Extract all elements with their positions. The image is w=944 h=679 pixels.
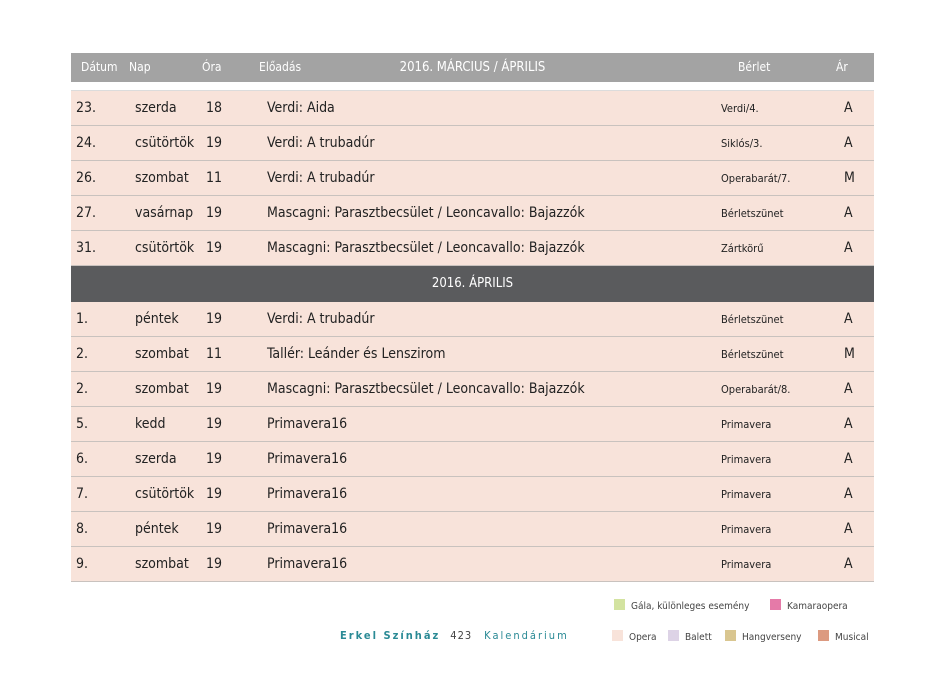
cell-day: szerda bbox=[135, 100, 177, 116]
cell-hour: 19 bbox=[206, 556, 223, 572]
legend-chamber-opera-label: Kamaraopera bbox=[787, 601, 848, 612]
table-row bbox=[71, 302, 874, 337]
legend-musical-label: Musical bbox=[835, 632, 869, 643]
header-gap bbox=[71, 82, 874, 91]
cell-date: 6. bbox=[76, 451, 89, 467]
cell-show: Primavera16 bbox=[267, 486, 348, 502]
chamber-opera-swatch bbox=[770, 599, 781, 610]
cell-show: Verdi: A trubadúr bbox=[267, 311, 375, 327]
cell-hour: 11 bbox=[206, 170, 223, 186]
cell-ticket: Zártkörű bbox=[721, 242, 764, 255]
schedule-table bbox=[71, 53, 874, 582]
cell-ticket: Bérletszünet bbox=[721, 348, 784, 361]
legend-musical bbox=[818, 630, 869, 644]
cell-hour: 11 bbox=[206, 346, 223, 362]
gala-swatch bbox=[614, 599, 625, 610]
cell-show: Primavera16 bbox=[267, 556, 348, 572]
concert-swatch bbox=[725, 630, 736, 641]
cell-hour: 19 bbox=[206, 311, 223, 327]
cell-date: 1. bbox=[76, 311, 89, 327]
cell-date: 7. bbox=[76, 486, 89, 502]
cell-show: Primavera16 bbox=[267, 521, 348, 537]
table-row bbox=[71, 231, 874, 266]
cell-date: 2. bbox=[76, 381, 89, 397]
cell-day: szerda bbox=[135, 451, 177, 467]
section-heading-april: 2016. ÁPRILIS bbox=[71, 266, 874, 302]
legend-concert bbox=[725, 630, 802, 644]
opera-swatch bbox=[612, 630, 623, 641]
cell-price: A bbox=[844, 205, 853, 221]
cell-price: A bbox=[844, 451, 853, 467]
cell-ticket: Primavera bbox=[721, 523, 772, 536]
table-row bbox=[71, 372, 874, 407]
table-row bbox=[71, 477, 874, 512]
legend-ballet-label: Balett bbox=[685, 632, 712, 643]
cell-date: 9. bbox=[76, 556, 89, 572]
column-header-price: Ár bbox=[836, 60, 848, 74]
cell-hour: 19 bbox=[206, 205, 223, 221]
table-row bbox=[71, 196, 874, 231]
cell-ticket: Operabarát/8. bbox=[721, 383, 791, 396]
cell-day: csütörtök bbox=[135, 240, 195, 256]
table-row bbox=[71, 407, 874, 442]
cell-hour: 19 bbox=[206, 135, 223, 151]
cell-show: Verdi: Aida bbox=[267, 100, 335, 116]
table-row bbox=[71, 337, 874, 372]
cell-day: péntek bbox=[135, 311, 179, 327]
cell-price: A bbox=[844, 416, 853, 432]
column-header-ticket: Bérlet bbox=[738, 60, 771, 74]
cell-show: Mascagni: Parasztbecsület / Leoncavallo: Bajazzók bbox=[267, 205, 585, 221]
cell-date: 5. bbox=[76, 416, 89, 432]
cell-date: 23. bbox=[76, 100, 97, 116]
column-header-day: Nap bbox=[129, 60, 151, 74]
legend-opera bbox=[612, 630, 657, 644]
cell-ticket: Primavera bbox=[721, 488, 772, 501]
cell-ticket: Primavera bbox=[721, 558, 772, 571]
cell-ticket: Verdi/4. bbox=[721, 102, 759, 115]
cell-price: A bbox=[844, 311, 853, 327]
cell-hour: 19 bbox=[206, 451, 223, 467]
cell-day: kedd bbox=[135, 416, 166, 432]
table-row bbox=[71, 161, 874, 196]
cell-day: péntek bbox=[135, 521, 179, 537]
cell-hour: 19 bbox=[206, 416, 223, 432]
cell-show: Verdi: A trubadúr bbox=[267, 170, 375, 186]
cell-price: A bbox=[844, 521, 853, 537]
column-header-hour: Óra bbox=[202, 60, 222, 74]
cell-price: M bbox=[844, 346, 855, 362]
cell-hour: 18 bbox=[206, 100, 223, 116]
cell-show: Mascagni: Parasztbecsület / Leoncavallo: Bajazzók bbox=[267, 381, 585, 397]
cell-ticket: Primavera bbox=[721, 418, 772, 431]
cell-day: csütörtök bbox=[135, 135, 195, 151]
cell-date: 8. bbox=[76, 521, 89, 537]
cell-price: A bbox=[844, 240, 853, 256]
legend-concert-label: Hangverseny bbox=[742, 632, 802, 643]
cell-show: Mascagni: Parasztbecsület / Leoncavallo: Bajazzók bbox=[267, 240, 585, 256]
cell-price: A bbox=[844, 135, 853, 151]
cell-hour: 19 bbox=[206, 486, 223, 502]
column-header-date: Dátum bbox=[81, 60, 118, 74]
cell-day: szombat bbox=[135, 381, 189, 397]
cell-date: 27. bbox=[76, 205, 97, 221]
legend-opera-label: Opera bbox=[629, 632, 657, 643]
cell-show: Primavera16 bbox=[267, 451, 348, 467]
cell-ticket: Siklós/3. bbox=[721, 137, 763, 150]
cell-date: 31. bbox=[76, 240, 97, 256]
cell-show: Verdi: A trubadúr bbox=[267, 135, 375, 151]
table-row bbox=[71, 547, 874, 582]
footer-brand bbox=[340, 629, 569, 642]
cell-hour: 19 bbox=[206, 521, 223, 537]
cell-show: Primavera16 bbox=[267, 416, 348, 432]
theatre-name: Erkel Színház bbox=[340, 629, 441, 642]
cell-hour: 19 bbox=[206, 240, 223, 256]
cell-day: szombat bbox=[135, 170, 189, 186]
cell-day: csütörtök bbox=[135, 486, 195, 502]
legend-gala-label: Gála, különleges esemény bbox=[631, 601, 750, 612]
cell-price: A bbox=[844, 100, 853, 116]
legend-chamber-opera bbox=[770, 599, 848, 613]
cell-day: szombat bbox=[135, 556, 189, 572]
table-title: 2016. MÁRCIUS / ÁPRILIS bbox=[399, 60, 546, 75]
cell-date: 26. bbox=[76, 170, 97, 186]
cell-hour: 19 bbox=[206, 381, 223, 397]
cell-ticket: Operabarát/7. bbox=[721, 172, 791, 185]
cell-ticket: Primavera bbox=[721, 453, 772, 466]
cell-price: M bbox=[844, 170, 855, 186]
cell-date: 2. bbox=[76, 346, 89, 362]
cell-price: A bbox=[844, 556, 853, 572]
cell-price: A bbox=[844, 381, 853, 397]
page-number: 423 bbox=[450, 629, 473, 642]
legend-ballet bbox=[668, 630, 712, 644]
publication-name: Kalendárium bbox=[484, 629, 569, 642]
cell-show: Tallér: Leánder és Lenszirom bbox=[267, 346, 446, 362]
table-header bbox=[71, 53, 874, 82]
cell-date: 24. bbox=[76, 135, 97, 151]
cell-ticket: Bérletszünet bbox=[721, 207, 784, 220]
musical-swatch bbox=[818, 630, 829, 641]
table-row bbox=[71, 126, 874, 161]
cell-ticket: Bérletszünet bbox=[721, 313, 784, 326]
table-row bbox=[71, 91, 874, 126]
table-row bbox=[71, 512, 874, 547]
cell-day: vasárnap bbox=[135, 205, 194, 221]
cell-day: szombat bbox=[135, 346, 189, 362]
ballet-swatch bbox=[668, 630, 679, 641]
table-row bbox=[71, 442, 874, 477]
cell-price: A bbox=[844, 486, 853, 502]
legend-gala bbox=[614, 599, 749, 613]
column-header-show: Előadás bbox=[259, 60, 302, 74]
march-rows bbox=[71, 91, 874, 266]
april-rows bbox=[71, 302, 874, 582]
